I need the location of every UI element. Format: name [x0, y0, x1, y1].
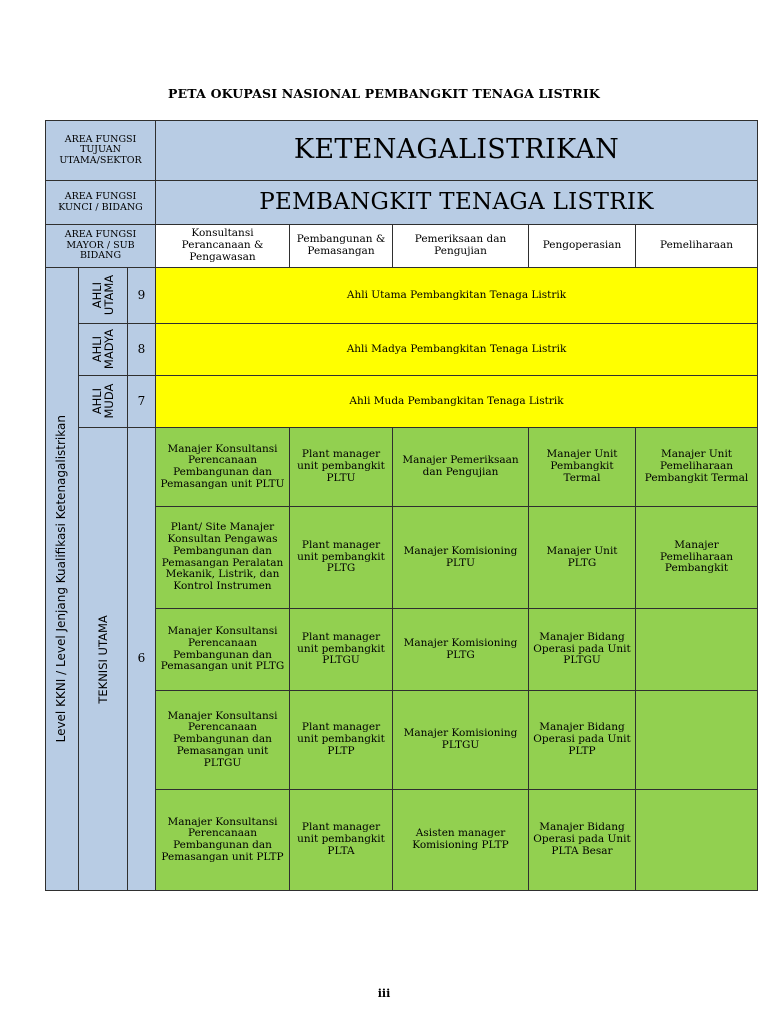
category-ahli-utama [78, 267, 128, 324]
teknisi-cell: Plant manager unit pembangkit PLTG [289, 506, 393, 609]
kkni-level-side-label-text: Level KKNI / Level Jenjang Kualifikasi Ketenagalistrikan [54, 415, 69, 743]
category-ahli-madya [78, 323, 128, 376]
teknisi-cell: Manajer Komisioning PLTGU [392, 690, 529, 790]
header-label-field: AREA FUNGSI KUNCI / BIDANG [45, 180, 156, 225]
category-ahli-madya-text: AHLI MADYA [89, 329, 116, 370]
teknisi-cell: Manajer Unit Pembangkit Termal [528, 427, 636, 507]
column-header-maintenance: Pemeliharaan [635, 224, 758, 268]
teknisi-cell: Manajer Bidang Operasi pada Unit PLTGU [528, 608, 636, 691]
kkni-level-side-label [45, 267, 79, 891]
teknisi-cell: Manajer Konsultansi Perencanaan Pembangunan dan Pemasangan unit PLTU [155, 427, 290, 507]
teknisi-cell: Manajer Unit PLTG [528, 506, 636, 609]
teknisi-cell: Manajer Bidang Operasi pada Unit PLTA Besar [528, 789, 636, 891]
category-teknisi-utama [78, 427, 128, 891]
ahli-muda-title: Ahli Muda Pembangkitan Tenaga Listrik [155, 375, 758, 428]
teknisi-cell: Manajer Pemeliharaan Pembangkit [635, 506, 758, 609]
header-value-field: PEMBANGKIT TENAGA LISTRIK [155, 180, 758, 225]
ahli-utama-title: Ahli Utama Pembangkitan Tenaga Listrik [155, 267, 758, 324]
header-value-sector: KETENAGALISTRIKAN [155, 120, 758, 181]
category-ahli-muda [78, 375, 128, 428]
header-label-subfield: AREA FUNGSI MAYOR / SUB BIDANG [45, 224, 156, 268]
document-title: PETA OKUPASI NASIONAL PEMBANGKIT TENAGA LISTRIK [167, 86, 600, 101]
teknisi-cell: Plant/ Site Manajer Konsultan Pengawas Pembangunan dan Pemasangan Peralatan Mekanik, Listrik, dan Kontrol Instrumen [155, 506, 290, 609]
level-number-6: 6 [127, 427, 156, 891]
occupation-map-table [45, 120, 758, 891]
header-label-sector: AREA FUNGSI TUJUAN UTAMA/SEKTOR [45, 120, 156, 181]
category-ahli-muda-text: AHLI MUDA [89, 384, 116, 419]
teknisi-cell: Asisten manager Komisioning PLTP [392, 789, 529, 891]
column-header-construction: Pembangunan & Pemasangan [289, 224, 393, 268]
level-number-7: 7 [127, 375, 156, 428]
category-ahli-utama-text: AHLI UTAMA [89, 275, 116, 316]
teknisi-cell: Plant manager unit pembangkit PLTA [289, 789, 393, 891]
level-number-9: 9 [127, 267, 156, 324]
level-number-8: 8 [127, 323, 156, 376]
column-header-consultancy: Konsultansi Perancanaan & Pengawasan [155, 224, 290, 268]
teknisi-cell: Manajer Konsultansi Perencanaan Pembangunan dan Pemasangan unit PLTGU [155, 690, 290, 790]
teknisi-cell: Plant manager unit pembangkit PLTU [289, 427, 393, 507]
teknisi-cell: Manajer Konsultansi Perencanaan Pembangunan dan Pemasangan unit PLTP [155, 789, 290, 891]
teknisi-cell: Manajer Unit Pemeliharaan Pembangkit Termal [635, 427, 758, 507]
column-header-operation: Pengoperasian [528, 224, 636, 268]
category-teknisi-utama-text: TEKNISI UTAMA [95, 614, 110, 704]
teknisi-cell: Manajer Pemeriksaan dan Pengujian [392, 427, 529, 507]
teknisi-cell [635, 608, 758, 691]
teknisi-cell: Plant manager unit pembangkit PLTGU [289, 608, 393, 691]
teknisi-cell: Manajer Komisioning PLTG [392, 608, 529, 691]
teknisi-cell [635, 690, 758, 790]
teknisi-cell: Manajer Komisioning PLTU [392, 506, 529, 609]
teknisi-cell [635, 789, 758, 891]
teknisi-cell: Manajer Konsultansi Perencanaan Pembangunan dan Pemasangan unit PLTG [155, 608, 290, 691]
page-number: iii [377, 987, 391, 1000]
teknisi-cell: Plant manager unit pembangkit PLTP [289, 690, 393, 790]
ahli-madya-title: Ahli Madya Pembangkitan Tenaga Listrik [155, 323, 758, 376]
column-header-inspection: Pemeriksaan dan Pengujian [392, 224, 529, 268]
teknisi-cell: Manajer Bidang Operasi pada Unit PLTP [528, 690, 636, 790]
